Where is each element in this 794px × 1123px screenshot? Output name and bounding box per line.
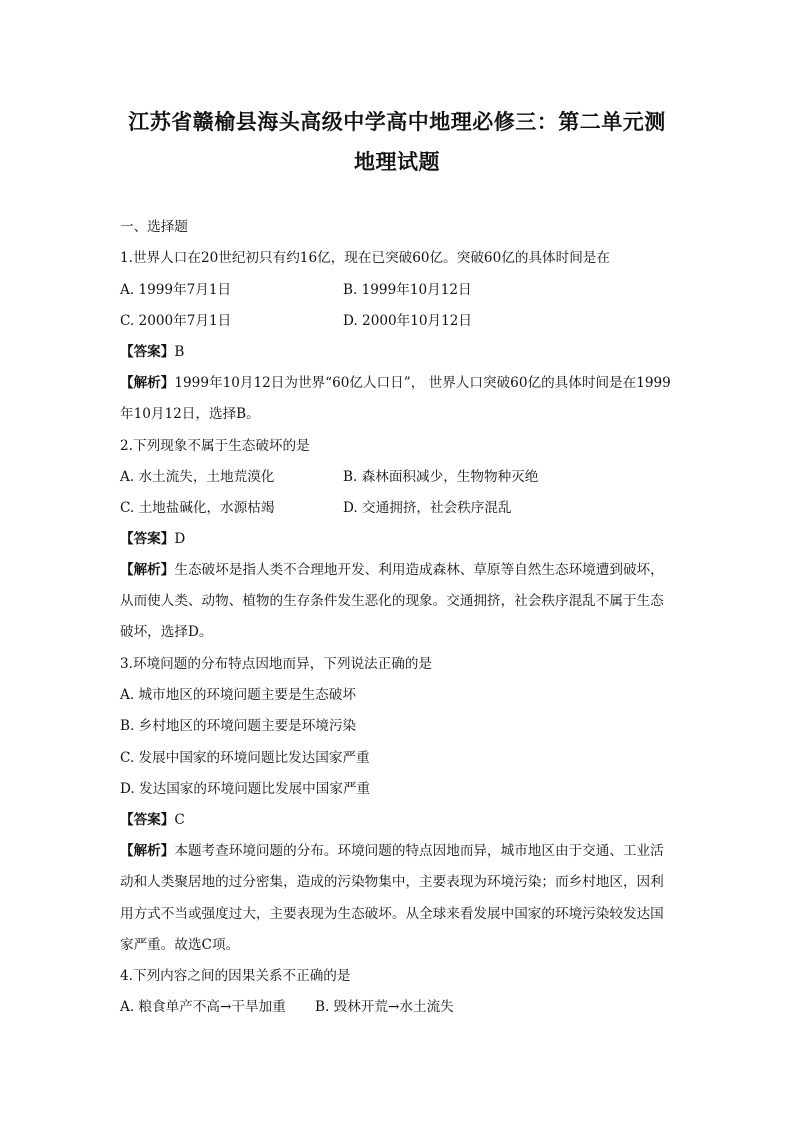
analysis-label: 【解析】 xyxy=(120,375,175,391)
question-4-option-a: A. 粮食单产不高→干旱加重 xyxy=(120,999,286,1015)
question-1-stem: 1.世界人口在20世纪初只有约16亿，现在已突破60亿。突破60亿的具体时间是在 xyxy=(120,250,610,266)
question-3-answer xyxy=(120,811,185,829)
document-title-line-1: 江苏省赣榆县海头高级中学高中地理必修三：第二单元测 xyxy=(128,110,666,134)
question-1-option-d: D. 2000年10月12日 xyxy=(343,313,473,329)
question-3-analysis-line-1 xyxy=(120,842,664,860)
question-3-stem: 3.环境问题的分布特点因地而异，下列说法正确的是 xyxy=(120,656,433,672)
question-3-answer-value: C xyxy=(174,812,185,828)
question-2-stem: 2.下列现象不属于生态破坏的是 xyxy=(120,438,310,454)
question-2-option-b: B. 森林面积减少，生物物种灭绝 xyxy=(343,469,539,485)
question-3-analysis-text-1: 本题考查环境问题的分布。环境问题的特点因地而异，城市地区由于交通、工业活 xyxy=(174,843,664,859)
section-heading: 一、选择题 xyxy=(120,219,188,235)
question-2-answer-value: D xyxy=(174,531,186,547)
question-1-analysis-line-2: 年10月12日，选择B。 xyxy=(120,406,260,422)
question-2-analysis-text-1: 生态破坏是指人类不合理地开发、利用造成森林、草原等自然生态环境遭到破坏， xyxy=(174,562,664,578)
question-1-option-b: B. 1999年10月12日 xyxy=(343,282,472,298)
question-1-answer-value: B xyxy=(174,344,185,360)
question-3-option-c: C. 发展中国家的环境问题比发达国家严重 xyxy=(120,750,370,766)
question-2-option-a: A. 水土流失，土地荒漠化 xyxy=(120,469,275,485)
question-4-stem: 4.下列内容之间的因果关系不正确的是 xyxy=(120,968,351,984)
question-3-analysis-line-2: 动和人类聚居地的过分密集，造成的污染物集中，主要表现为环境污染；而乡村地区，因利 xyxy=(120,874,664,890)
answer-label: 【答案】 xyxy=(120,344,175,360)
question-3-option-a: A. 城市地区的环境问题主要是生态破坏 xyxy=(120,687,356,703)
answer-label: 【答案】 xyxy=(120,812,175,828)
question-1-analysis-text-1: 1999年10月12日为世界“60亿人口日”， 世界人口突破60亿的具体时间是在1999 xyxy=(174,375,671,391)
question-1-option-c: C. 2000年7月1日 xyxy=(120,313,232,329)
answer-label: 【答案】 xyxy=(120,531,175,547)
question-2-answer xyxy=(120,530,185,548)
document-title-line-2: 地理试题 xyxy=(354,150,440,174)
question-2-option-d: D. 交通拥挤，社会秩序混乱 xyxy=(343,500,512,516)
question-1-option-a: A. 1999年7月1日 xyxy=(120,282,232,298)
question-1-analysis-line-1 xyxy=(120,374,671,392)
analysis-label: 【解析】 xyxy=(120,843,175,859)
question-2-analysis-line-2: 从而使人类、动物、植物的生存条件发生恶化的现象。交通拥挤，社会秩序混乱不属于生态 xyxy=(120,593,664,609)
question-3-option-d: D. 发达国家的环境问题比发展中国家严重 xyxy=(120,781,371,797)
analysis-label: 【解析】 xyxy=(120,562,175,578)
question-3-analysis-line-3: 用方式不当或强度过大，主要表现为生态破坏。从全球来看发展中国家的环境污染较发达国 xyxy=(120,906,664,922)
question-2-analysis-line-3: 破坏，选择D。 xyxy=(120,624,213,640)
question-2-option-c: C. 土地盐碱化，水源枯竭 xyxy=(120,500,275,516)
question-1-answer xyxy=(120,343,184,361)
question-3-option-b: B. 乡村地区的环境问题主要是环境污染 xyxy=(120,718,357,734)
question-3-analysis-line-4: 家严重。故选C项。 xyxy=(120,937,240,953)
question-4-option-b: B. 毁林开荒→水土流失 xyxy=(315,999,454,1015)
question-2-analysis-line-1 xyxy=(120,561,664,579)
